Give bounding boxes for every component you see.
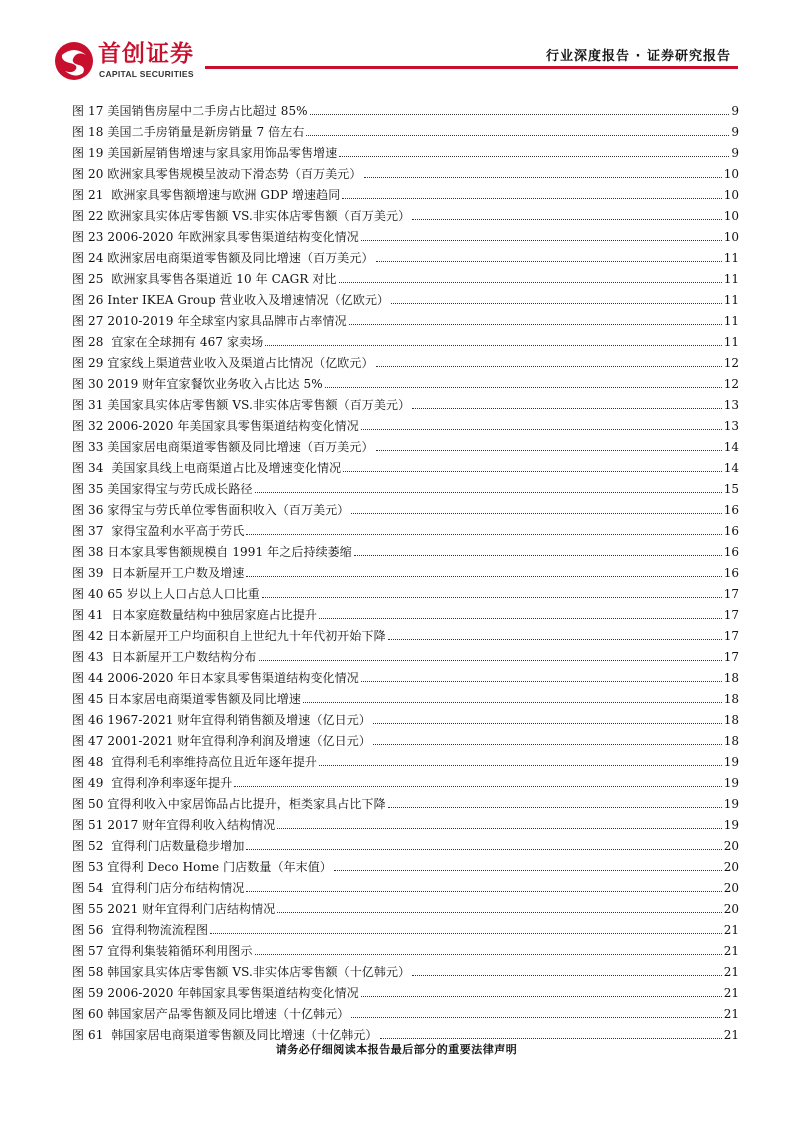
toc-entry[interactable] (72, 920, 739, 941)
toc-dot-leader (388, 639, 722, 640)
toc-entry[interactable] (72, 563, 739, 584)
toc-entry-label: 图 45 日本家居电商渠道零售额及同比增速 (72, 692, 301, 706)
toc-dot-leader (351, 513, 721, 514)
toc-entry-page-number: 19 (723, 755, 739, 769)
toc-entry-label: 图 18 美国二手房销量是新房销量 7 倍左右 (72, 125, 305, 139)
toc-entry[interactable] (72, 332, 739, 353)
toc-entry-label: 图 41 日本家庭数量结构中独居家庭占比提升 (72, 608, 318, 622)
toc-entry-label: 图 27 2010-2019 年全球室内家具品牌市占率情况 (72, 314, 347, 328)
toc-entry-page-number: 17 (723, 608, 739, 622)
toc-entry-label: 图 24 欧洲家居电商渠道零售额及同比增速（百万美元） (72, 251, 374, 265)
toc-entry-page-number: 11 (723, 251, 739, 265)
toc-entry[interactable] (72, 458, 739, 479)
toc-entry[interactable] (72, 584, 739, 605)
toc-entry-page-number: 21 (723, 923, 739, 937)
toc-entry[interactable] (72, 605, 739, 626)
toc-dot-leader (376, 261, 722, 262)
toc-dot-leader (262, 597, 722, 598)
toc-entry[interactable] (72, 143, 739, 164)
toc-entry-label: 图 54 宜得利门店分布结构情况 (72, 881, 245, 895)
page-header (0, 0, 793, 80)
toc-entry[interactable] (72, 689, 739, 710)
toc-entry-page-number: 13 (723, 419, 739, 433)
legal-disclaimer-footer: 请务必仔细阅读本报告最后部分的重要法律声明 (275, 1043, 518, 1056)
logo-wordmark-en: CAPITAL SECURITIES (99, 69, 194, 79)
toc-entry[interactable] (72, 752, 739, 773)
toc-entry[interactable] (72, 836, 739, 857)
toc-entry-page-number: 10 (723, 188, 739, 202)
toc-entry-page-number: 9 (731, 146, 739, 160)
toc-dot-leader (343, 471, 722, 472)
toc-entry-page-number: 21 (723, 1028, 739, 1042)
toc-entry[interactable] (72, 899, 739, 920)
toc-entry-page-number: 11 (723, 314, 739, 328)
toc-dot-leader (339, 282, 722, 283)
toc-entry[interactable] (72, 962, 739, 983)
toc-entry-label: 图 32 2006-2020 年美国家具零售渠道结构变化情况 (72, 419, 359, 433)
toc-dot-leader (319, 618, 722, 619)
toc-entry-label: 图 42 日本新屋开工户均面积自上世纪九十年代初开始下降 (72, 629, 386, 643)
toc-entry-page-number: 21 (723, 986, 739, 1000)
toc-entry-page-number: 21 (723, 944, 739, 958)
toc-entry-page-number: 21 (723, 1007, 739, 1021)
toc-dot-leader (412, 408, 722, 409)
toc-entry-page-number: 9 (731, 125, 739, 139)
toc-dot-leader (246, 891, 721, 892)
toc-dot-leader (388, 807, 722, 808)
toc-entry[interactable] (72, 395, 739, 416)
toc-entry-label: 图 59 2006-2020 年韩国家具零售渠道结构变化情况 (72, 986, 359, 1000)
toc-dot-leader (361, 240, 722, 241)
toc-entry[interactable] (72, 437, 739, 458)
toc-dot-leader (361, 681, 722, 682)
toc-dot-leader (303, 702, 722, 703)
toc-entry-page-number: 19 (723, 797, 739, 811)
toc-entry[interactable] (72, 983, 739, 1004)
toc-entry-page-number: 18 (723, 692, 739, 706)
toc-dot-leader (325, 387, 722, 388)
toc-dot-leader (339, 156, 729, 157)
toc-entry-label: 图 60 韩国家居产品零售额及同比增速（十亿韩元） (72, 1007, 350, 1021)
toc-entry-page-number: 18 (723, 671, 739, 685)
toc-dot-leader (246, 849, 721, 850)
toc-entry-page-number: 13 (723, 398, 739, 412)
toc-entry-page-number: 17 (723, 629, 739, 643)
toc-entry-label: 图 35 美国家得宝与劳氏成长路径 (72, 482, 253, 496)
toc-entry-page-number: 14 (723, 440, 739, 454)
toc-entry-label: 图 25 欧洲家具零售各渠道近 10 年 CAGR 对比 (72, 272, 337, 286)
toc-entry[interactable] (72, 794, 739, 815)
toc-entry-label: 图 19 美国新屋销售增速与家具家用饰品零售增速 (72, 146, 338, 160)
figure-table-of-contents (72, 101, 739, 1046)
header-divider (205, 66, 738, 69)
toc-entry[interactable] (72, 668, 739, 689)
toc-entry-label: 图 21 欧洲家具零售额增速与欧洲 GDP 增速趋同 (72, 188, 341, 202)
toc-dot-leader (210, 933, 722, 934)
toc-dot-leader (376, 450, 722, 451)
toc-entry-label: 图 48 宜得利毛利率维持高位且近年逐年提升 (72, 755, 318, 769)
toc-entry-page-number: 20 (723, 839, 739, 853)
toc-dot-leader (376, 366, 722, 367)
toc-dot-leader (277, 828, 721, 829)
toc-entry[interactable] (72, 269, 739, 290)
toc-entry-label: 图 38 日本家具零售额规模自 1991 年之后持续萎缩 (72, 545, 352, 559)
toc-entry[interactable] (72, 416, 739, 437)
toc-entry-page-number: 14 (723, 461, 739, 475)
toc-dot-leader (349, 324, 722, 325)
toc-entry[interactable] (72, 248, 739, 269)
toc-entry-label: 图 56 宜得利物流流程图 (72, 923, 209, 937)
toc-entry[interactable] (72, 290, 739, 311)
toc-entry[interactable] (72, 878, 739, 899)
toc-entry[interactable] (72, 542, 739, 563)
toc-entry-label: 图 20 欧洲家具零售规模呈波动下滑态势（百万美元） (72, 167, 362, 181)
toc-entry-label: 图 43 日本新屋开工户数结构分布 (72, 650, 257, 664)
toc-dot-leader (391, 303, 722, 304)
toc-entry[interactable] (72, 479, 739, 500)
toc-dot-leader (310, 114, 730, 115)
logo-wordmark-cn: 首创证券 (98, 41, 194, 67)
toc-entry-label: 图 33 美国家居电商渠道零售额及同比增速（百万美元） (72, 440, 374, 454)
toc-entry[interactable] (72, 227, 739, 248)
toc-dot-leader (342, 198, 721, 199)
toc-entry[interactable] (72, 857, 739, 878)
toc-entry[interactable] (72, 815, 739, 836)
toc-dot-leader (246, 534, 721, 535)
toc-entry-label: 图 49 宜得利净利率逐年提升 (72, 776, 233, 790)
toc-entry[interactable] (72, 164, 739, 185)
toc-dot-leader (255, 492, 722, 493)
toc-dot-leader (277, 912, 721, 913)
toc-entry[interactable] (72, 206, 739, 227)
toc-entry-page-number: 9 (731, 104, 739, 118)
toc-entry[interactable] (72, 626, 739, 647)
toc-entry-page-number: 17 (723, 650, 739, 664)
toc-entry[interactable] (72, 731, 739, 752)
toc-entry[interactable] (72, 374, 739, 395)
toc-dot-leader (234, 786, 721, 787)
toc-entry-page-number: 12 (723, 377, 739, 391)
toc-entry-label: 图 39 日本新屋开工户数及增速 (72, 566, 245, 580)
toc-dot-leader (334, 870, 722, 871)
toc-entry[interactable] (72, 311, 739, 332)
toc-dot-leader (351, 1017, 721, 1018)
toc-entry[interactable] (72, 647, 739, 668)
toc-dot-leader (361, 429, 722, 430)
toc-dot-leader (361, 996, 722, 997)
toc-dot-leader (380, 1038, 722, 1039)
toc-dot-leader (306, 135, 729, 136)
toc-entry-page-number: 16 (723, 566, 739, 580)
toc-entry-page-number: 18 (723, 734, 739, 748)
toc-entry-label: 图 50 宜得利收入中家居饰品占比提升，柜类家具占比下降 (72, 797, 386, 811)
toc-dot-leader (259, 660, 722, 661)
toc-entry-label: 图 51 2017 财年宜得利收入结构情况 (72, 818, 276, 832)
toc-entry-label: 图 47 2001-2021 财年宜得利净利润及增速（亿日元） (72, 734, 371, 748)
toc-entry[interactable] (72, 353, 739, 374)
toc-entry-label: 图 31 美国家具实体店零售额 VS.非实体店零售额（百万美元） (72, 398, 411, 412)
toc-dot-leader (364, 177, 722, 178)
toc-entry-page-number: 18 (723, 713, 739, 727)
toc-entry-label: 图 40 65 岁以上人口占总人口比重 (72, 587, 260, 601)
toc-entry-label: 图 46 1967-2021 财年宜得利销售额及增速（亿日元） (72, 713, 371, 727)
toc-entry-label: 图 23 2006-2020 年欧洲家具零售渠道结构变化情况 (72, 230, 359, 244)
toc-entry-page-number: 20 (723, 860, 739, 874)
toc-entry-label: 图 17 美国销售房屋中二手房占比超过 85% (72, 104, 308, 118)
toc-entry[interactable] (72, 710, 739, 731)
toc-entry-label: 图 36 家得宝与劳氏单位零售面积收入（百万美元） (72, 503, 350, 517)
toc-entry-page-number: 21 (723, 965, 739, 979)
toc-entry-page-number: 16 (723, 503, 739, 517)
toc-dot-leader (412, 975, 722, 976)
toc-entry-label: 图 34 美国家具线上电商渠道占比及增速变化情况 (72, 461, 342, 475)
toc-entry-page-number: 19 (723, 818, 739, 832)
toc-entry-label: 图 58 韩国家具实体店零售额 VS.非实体店零售额（十亿韩元） (72, 965, 411, 979)
toc-entry[interactable] (72, 1004, 739, 1025)
toc-entry[interactable] (72, 185, 739, 206)
toc-entry[interactable] (72, 101, 739, 122)
toc-entry-label: 图 44 2006-2020 年日本家具零售渠道结构变化情况 (72, 671, 359, 685)
toc-entry-label: 图 26 Inter IKEA Group 营业收入及增速情况（亿欧元） (72, 293, 390, 307)
toc-entry-label: 图 29 宜家线上渠道营业收入及渠道占比情况（亿欧元） (72, 356, 374, 370)
toc-entry[interactable] (72, 941, 739, 962)
toc-dot-leader (319, 765, 722, 766)
toc-entry-page-number: 10 (723, 209, 739, 223)
toc-entry-page-number: 11 (723, 272, 739, 286)
toc-entry-page-number: 20 (723, 881, 739, 895)
toc-entry-page-number: 10 (723, 167, 739, 181)
toc-entry-label: 图 22 欧洲家具实体店零售额 VS.非实体店零售额（百万美元） (72, 209, 411, 223)
toc-entry-page-number: 10 (723, 230, 739, 244)
report-type-title: 行业深度报告 · 证券研究报告 (546, 49, 731, 64)
toc-entry-label: 图 52 宜得利门店数量稳步增加 (72, 839, 245, 853)
toc-entry-label: 图 57 宜得利集装箱循环利用图示 (72, 944, 253, 958)
toc-entry[interactable] (72, 521, 739, 542)
toc-entry-label: 图 30 2019 财年宜家餐饮业务收入占比达 5% (72, 377, 323, 391)
toc-entry-page-number: 17 (723, 587, 739, 601)
toc-entry[interactable] (72, 773, 739, 794)
toc-entry-page-number: 19 (723, 776, 739, 790)
toc-entry[interactable] (72, 122, 739, 143)
toc-dot-leader (412, 219, 722, 220)
toc-entry-label: 图 61 韩国家居电商渠道零售额及同比增速（十亿韩元） (72, 1028, 378, 1042)
toc-entry-page-number: 15 (723, 482, 739, 496)
toc-entry-label: 图 53 宜得利 Deco Home 门店数量（年末值） (72, 860, 332, 874)
toc-dot-leader (373, 744, 722, 745)
toc-entry-label: 图 55 2021 财年宜得利门店结构情况 (72, 902, 276, 916)
toc-entry[interactable] (72, 500, 739, 521)
toc-entry-page-number: 16 (723, 524, 739, 538)
toc-entry-page-number: 11 (723, 293, 739, 307)
toc-dot-leader (373, 723, 722, 724)
toc-entry-label: 图 28 宜家在全球拥有 467 家卖场 (72, 335, 264, 349)
toc-dot-leader (246, 576, 721, 577)
toc-dot-leader (255, 954, 722, 955)
toc-dot-leader (354, 555, 722, 556)
capital-securities-logo-icon (53, 41, 95, 81)
toc-entry-page-number: 20 (723, 902, 739, 916)
toc-entry-page-number: 12 (723, 356, 739, 370)
toc-dot-leader (265, 345, 721, 346)
toc-entry-page-number: 11 (723, 335, 739, 349)
toc-entry-label: 图 37 家得宝盈利水平高于劳氏 (72, 524, 245, 538)
toc-entry-page-number: 16 (723, 545, 739, 559)
